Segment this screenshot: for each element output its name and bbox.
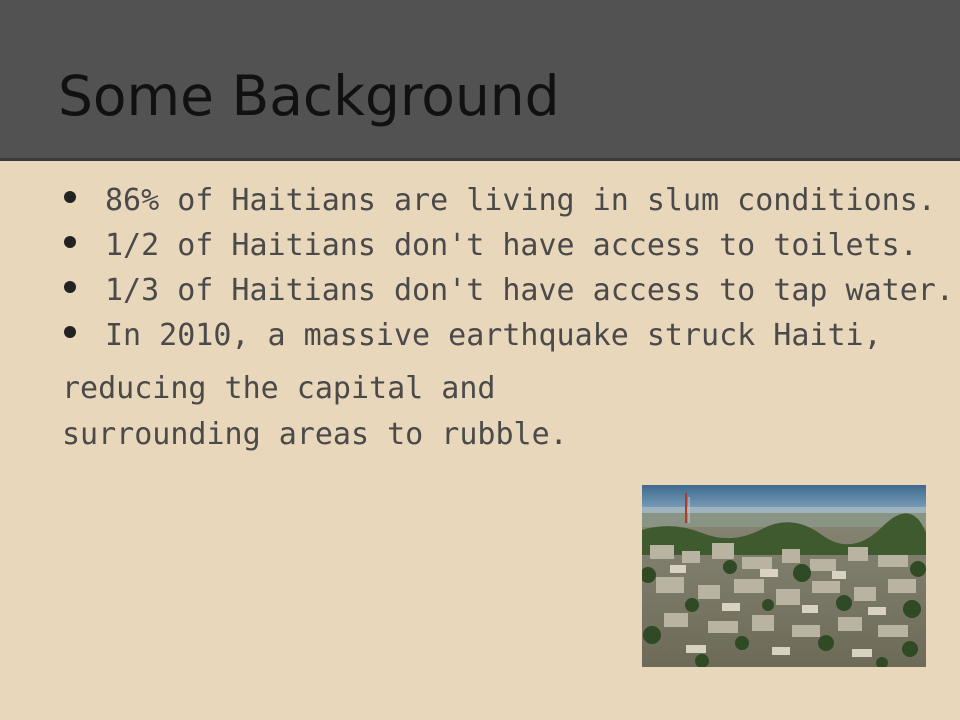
title-bar xyxy=(0,0,960,161)
bullet-dot-icon xyxy=(64,281,76,293)
slide-title: Some Background xyxy=(58,64,560,128)
bullet-item xyxy=(58,178,938,223)
bullet-dot-icon xyxy=(64,236,76,248)
bullet-text: In 2010, a massive earthquake struck Haiti, xyxy=(105,318,882,353)
earthquake-rubble-photo xyxy=(642,485,926,667)
bullet-text: 1/2 of Haitians don't have access to toilets. xyxy=(105,228,918,263)
bullet-dot-icon xyxy=(64,191,76,203)
bullet-continuation xyxy=(62,366,662,458)
bullet-dot-icon xyxy=(64,326,76,338)
bullet-list xyxy=(58,178,954,358)
continuation-line: reducing the capital and xyxy=(62,371,496,406)
bullet-item xyxy=(58,223,938,268)
bullet-text: 86% of Haitians are living in slum conditions. xyxy=(105,183,936,218)
bullet-text: 1/3 of Haitians don't have access to tap water. xyxy=(105,273,954,308)
bullet-item xyxy=(58,313,938,358)
bullet-item xyxy=(58,268,954,313)
continuation-line: surrounding areas to rubble. xyxy=(62,417,568,452)
